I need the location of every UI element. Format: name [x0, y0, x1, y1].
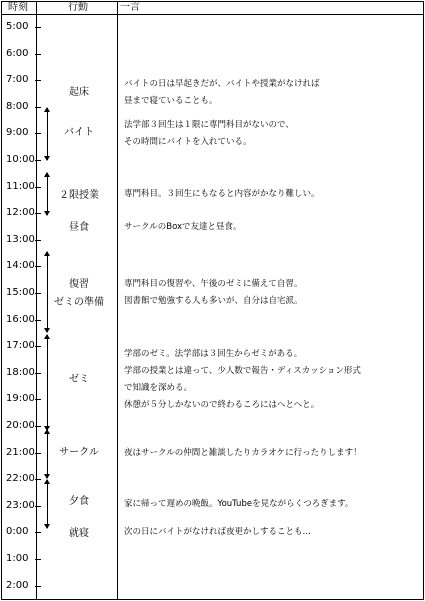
- note-review-1: 専門科目の復習や、午後のゼミに備えて自習。: [124, 279, 303, 289]
- activity-lunch: 昼食: [69, 222, 89, 233]
- column-divider-time: [36, 1, 37, 600]
- note-baito-1: 法学部３回生は１限に専門科目がないので、: [124, 120, 294, 130]
- note-circle-1: 夜はサークルの仲間と雑談したりカラオケに行ったりします！: [124, 448, 362, 458]
- time-label: 20:00: [6, 420, 35, 431]
- header-divider: [1, 14, 424, 15]
- time-tick: [35, 293, 41, 294]
- time-label: 19:00: [6, 393, 35, 405]
- activity-seminar-prep: ゼミの準備: [54, 297, 104, 308]
- time-label: 13:00: [6, 233, 35, 245]
- time-tick: [35, 399, 41, 400]
- activity-sleep: 就寝: [69, 528, 89, 539]
- note-class-1: 専門科目。３回生にもなると内容がかなり難しい。: [124, 189, 320, 199]
- note-sleep-1: 次の日にバイトがなければ夜更かしすることも…: [124, 527, 312, 537]
- time-label: 1:00: [6, 553, 29, 564]
- activity-baito: バイト: [64, 127, 94, 138]
- time-label: 12:00: [6, 207, 35, 219]
- time-label: 15:00: [6, 287, 35, 298]
- time-tick: [35, 320, 41, 321]
- activity-review: 復習: [69, 279, 89, 290]
- time-label: 8:00: [6, 100, 29, 112]
- time-tick: [35, 160, 41, 161]
- time-tick: [35, 107, 41, 108]
- time-tick: [35, 266, 41, 267]
- note-seminar-1: 学部のゼミ。法学部は３回生からゼミがある。: [124, 349, 303, 359]
- time-label: 7:00: [6, 74, 29, 86]
- time-label: 17:00: [6, 340, 35, 352]
- note-wake-2: 昼まで寝ていることも。: [124, 96, 218, 106]
- time-label: 22:00: [6, 473, 35, 485]
- time-tick: [35, 426, 41, 427]
- time-tick: [35, 240, 41, 241]
- time-tick: [35, 27, 41, 28]
- time-label: 6:00: [6, 47, 29, 59]
- note-seminar-4: 休憩が５分しかないので終わるころにはへとへと。: [124, 400, 320, 410]
- note-review-2: 図書館で勉強する人も多いが、自分は自宅派。: [124, 296, 303, 306]
- header-comment: 一言: [120, 2, 140, 13]
- note-lunch-1: サークルのBoxで友達と昼食。: [124, 222, 242, 232]
- activity-dinner: 夕食: [69, 496, 89, 507]
- activity-circle: サークル: [59, 447, 99, 458]
- time-label: 10:00: [6, 154, 35, 165]
- header-activity: 行動: [68, 2, 88, 13]
- note-baito-2: その時間にバイトを入れている。: [124, 137, 252, 147]
- time-label: 18:00: [6, 366, 35, 378]
- time-label: 5:00: [6, 21, 29, 32]
- time-label: 9:00: [6, 127, 29, 139]
- time-label: 11:00: [6, 180, 35, 192]
- arrow-review: [44, 252, 51, 332]
- time-label: 16:00: [6, 313, 35, 325]
- note-dinner-1: 家に帰って遅めの晩飯。YouTubeを見ながらくつろぎます。: [124, 499, 354, 509]
- time-label: 0:00: [6, 526, 29, 538]
- time-label: 21:00: [6, 446, 35, 458]
- time-tick: [35, 586, 41, 587]
- time-tick: [35, 346, 41, 347]
- activity-second-class: ２限授業: [59, 190, 99, 201]
- time-label: 23:00: [6, 499, 35, 511]
- time-label: 14:00: [6, 260, 35, 272]
- activity-wake: 起床: [69, 87, 89, 98]
- time-tick: [35, 187, 41, 188]
- time-tick: [35, 559, 41, 560]
- time-tick: [35, 80, 41, 81]
- time-label: 2:00: [6, 579, 29, 591]
- header-time: 時刻: [8, 2, 28, 13]
- activity-seminar: ゼミ: [69, 374, 89, 385]
- time-tick: [35, 479, 41, 480]
- note-seminar-2: 学部の授業とは違って、少人数で報告・ディスカッション形式: [124, 366, 361, 376]
- note-seminar-3: で知識を深める。: [124, 383, 193, 393]
- time-tick: [35, 54, 41, 55]
- time-tick: [35, 213, 41, 214]
- note-wake-1: バイトの日は早起きだが、バイトや授業がなければ: [124, 79, 320, 89]
